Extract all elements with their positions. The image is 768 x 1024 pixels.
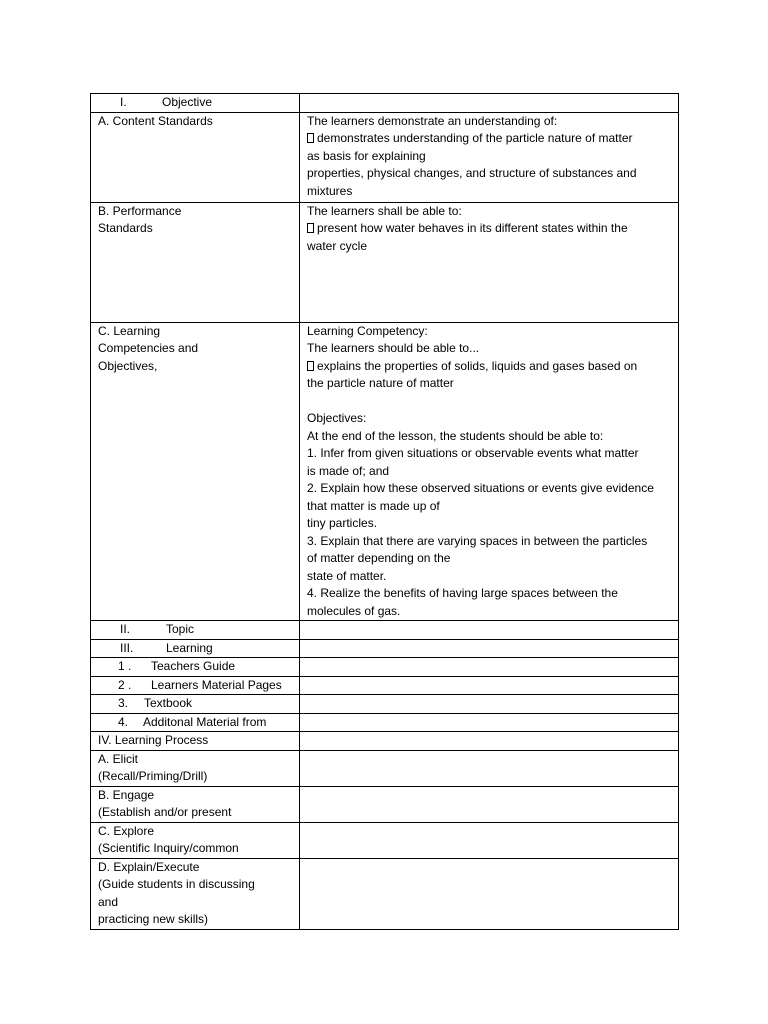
objective-number: I. (120, 95, 127, 109)
engage-cell (91, 786, 300, 822)
explore-value-cell (300, 822, 679, 858)
text-line: of matter depending on the (307, 551, 451, 565)
explain-label: D. Explain/Execute (98, 859, 200, 874)
row-learners-material (91, 676, 679, 695)
additional-material-label: Additonal Material from (143, 714, 267, 729)
explore-label: (Scientific Inquiry/common (98, 841, 239, 855)
text-line: Learning Competency: (307, 323, 428, 338)
engage-label: B. Engage (98, 787, 155, 802)
learners-material-cell (91, 676, 300, 695)
text-line: Objectives: (307, 411, 367, 425)
teachers-guide-cell (91, 658, 300, 677)
performance-standards-label-cell (91, 202, 300, 322)
text-line: state of matter. (307, 568, 387, 583)
textbook-value-cell (300, 695, 679, 714)
content-standards-text-cell (300, 112, 679, 202)
row-learning-process (91, 732, 679, 751)
text-line: tiny particles. (307, 516, 378, 530)
learning-process-cell (91, 732, 300, 751)
text-line: 4. Realize the benefits of having large spaces between the (307, 586, 618, 600)
text-line: explains the properties of solids, liquids and gases based on (317, 358, 638, 373)
text-line: The learners demonstrate an understanding of: (307, 113, 558, 128)
lesson-plan-table (90, 93, 679, 930)
row-content-standards (91, 112, 679, 202)
explain-value-cell (300, 858, 679, 929)
row-engage (91, 786, 679, 822)
additional-material-value-cell (300, 713, 679, 732)
row-additional-material (91, 713, 679, 732)
objective-label: Objective (162, 95, 213, 109)
performance-standards-text-cell (300, 202, 679, 322)
additional-material-number: 4. (118, 714, 129, 729)
text-line: present how water behaves in its different states within the (317, 221, 628, 235)
text-line: demonstrates understanding of the particle nature of matter (317, 131, 633, 145)
text-line: is made of; and (307, 463, 390, 478)
learning-competencies-label: C. Learning (98, 323, 161, 338)
text-line: properties, physical changes, and structure of substances and (307, 166, 637, 180)
topic-number: II. (120, 622, 131, 636)
content-standards-label-cell (91, 112, 300, 202)
row-performance-standards (91, 202, 679, 322)
elicit-label: (Recall/Priming/Drill) (98, 769, 208, 783)
text-line: 1. Infer from given situations or observable events what matter (307, 446, 639, 460)
text-line: as basis for explaining (307, 148, 426, 163)
content-standards-label: A. Content Standards (98, 113, 213, 128)
teachers-guide-number: 1 . (118, 659, 132, 673)
learners-material-number: 2 . (118, 677, 132, 692)
topic-label: Topic (166, 622, 195, 636)
row-textbook (91, 695, 679, 714)
textbook-number: 3. (118, 696, 129, 710)
text-line: mixtures (307, 183, 353, 198)
explain-label: (Guide students in discussing (98, 877, 255, 891)
teachers-guide-label: Teachers Guide (151, 659, 236, 673)
text-line: the particle nature of matter (307, 376, 454, 390)
text-line: water cycle (307, 238, 368, 253)
explain-label: and (98, 894, 119, 909)
bullet-icon (307, 133, 314, 143)
row-learning-competencies (91, 322, 679, 621)
learning-label: Learning (166, 640, 213, 655)
textbook-label: Textbook (144, 696, 193, 710)
explore-cell (91, 822, 300, 858)
learning-heading-cell (91, 639, 300, 658)
additional-material-cell (91, 713, 300, 732)
elicit-value-cell (300, 750, 679, 786)
engage-value-cell (300, 786, 679, 822)
learning-number: III. (120, 640, 134, 655)
objective-value-cell (300, 94, 679, 113)
learning-competencies-text-cell (300, 322, 679, 621)
performance-standards-label: B. Performance (98, 203, 182, 218)
performance-standards-label: Standards (98, 221, 153, 235)
learning-value-cell (300, 639, 679, 658)
explore-label: C. Explore (98, 823, 155, 838)
bullet-icon (307, 223, 314, 233)
text-line: The learners shall be able to: (307, 203, 462, 218)
bullet-icon (307, 361, 314, 371)
explain-cell (91, 858, 300, 929)
teachers-guide-value-cell (300, 658, 679, 677)
row-learning (91, 639, 679, 658)
learning-process-label: IV. Learning Process (98, 733, 209, 747)
row-objective (91, 94, 679, 113)
learners-material-value-cell (300, 676, 679, 695)
row-explain (91, 858, 679, 929)
elicit-cell (91, 750, 300, 786)
text-line: 3. Explain that there are varying spaces in between the particles (307, 533, 648, 548)
explain-label: practicing new skills) (98, 912, 209, 926)
learning-process-value-cell (300, 732, 679, 751)
text-line: At the end of the lesson, the students should be able to: (307, 428, 604, 443)
learning-competencies-label-cell (91, 322, 300, 621)
engage-label: (Establish and/or present (98, 805, 232, 819)
text-line: The learners should be able to... (307, 341, 480, 355)
elicit-label: A. Elicit (98, 751, 139, 766)
text-line: 2. Explain how these observed situations or events give evidence (307, 481, 654, 495)
textbook-cell (91, 695, 300, 714)
learning-competencies-label: Competencies and (98, 341, 199, 355)
topic-value-cell (300, 621, 679, 640)
objective-heading-cell (91, 94, 300, 113)
topic-heading-cell (91, 621, 300, 640)
learners-material-label: Learners Material Pages (151, 677, 282, 692)
text-line: molecules of gas. (307, 603, 401, 618)
text-line: that matter is made up of (307, 498, 440, 513)
learning-competencies-label: Objectives, (98, 358, 158, 373)
row-topic (91, 621, 679, 640)
row-elicit (91, 750, 679, 786)
row-teachers-guide (91, 658, 679, 677)
row-explore (91, 822, 679, 858)
